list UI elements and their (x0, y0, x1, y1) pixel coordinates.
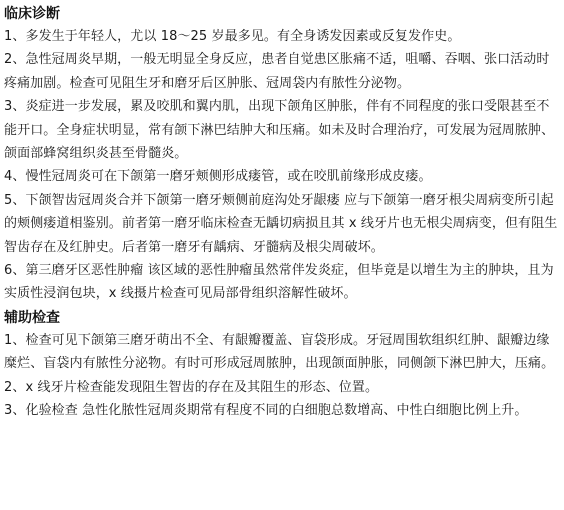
paragraph: 3、炎症进一步发展，累及咬肌和翼内肌，出现下颌角区肿胀，伴有不同程度的张口受限甚至不能开口。全身症状明显，常有颌下淋巴结肿大和压痛。如未及时合理治疗，可发展为冠周脓肿、颌面部蜂窝组织炎甚至骨髓炎。 (4, 99, 555, 162)
paragraph: 1、多发生于年轻人，尤以 18～25 岁最多见。有全身诱发因素或反复发作史。 (4, 29, 461, 44)
section-clinical-diagnosis (4, 3, 560, 306)
paragraph: 5、下颌智齿冠周炎合并下颌第一磨牙颊侧前庭沟处牙龈瘘 应与下颌第一磨牙根尖周病变所引起的颊侧瘘道相鉴别。前者第一磨牙临床检查无龋切病损且其 x 线牙片也无根尖周病变，但有阻生智齿存在及红肿史。后者第一磨牙有龋病、牙髓病及根尖周破坏。 (4, 192, 558, 255)
paragraph: 4、慢性冠周炎可在下颌第一磨牙颊侧形成瘘管，或在咬肌前缘形成皮瘘。 (4, 169, 432, 185)
paragraph: 6、第三磨牙区恶性肿瘤 该区域的恶性肿瘤虽然常伴发炎症，但毕竟是以增生为主的肿块，且为实质性浸润包块，x 线摄片检查可见局部骨组织溶解性破坏。 (4, 263, 554, 302)
article-body (4, 3, 560, 423)
section-heading-auxiliary-examination: 辅助检查 (4, 309, 60, 326)
paragraph: 3、化验检查 急性化脓性冠周炎期常有程度不同的白细胞总数增高、中性白细胞比例上升。 (4, 403, 528, 419)
section-auxiliary-examination (4, 307, 560, 423)
paragraph: 2、x 线牙片检查能发现阻生智齿的存在及其阻生的形态、位置。 (4, 379, 379, 395)
paragraph: 2、急性冠周炎早期，一般无明显全身反应，患者自觉患区胀痛不适，咀嚼、吞咽、张口活动时疼痛加剧。检查可见阻生牙和磨牙后区肿胀、冠周袋内有脓性分泌物。 (4, 52, 550, 91)
section-heading-clinical-diagnosis: 临床诊断 (4, 6, 60, 22)
paragraph: 1、检查可见下颌第三磨牙萌出不全、有龈瓣覆盖、盲袋形成。牙冠周围软组织红肿、龈瓣边缘糜烂、盲袋内有脓性分泌物。有时可形成冠周脓肿，出现颌面肿胀，同侧颌下淋巴肿大，压痛。 (4, 332, 555, 372)
